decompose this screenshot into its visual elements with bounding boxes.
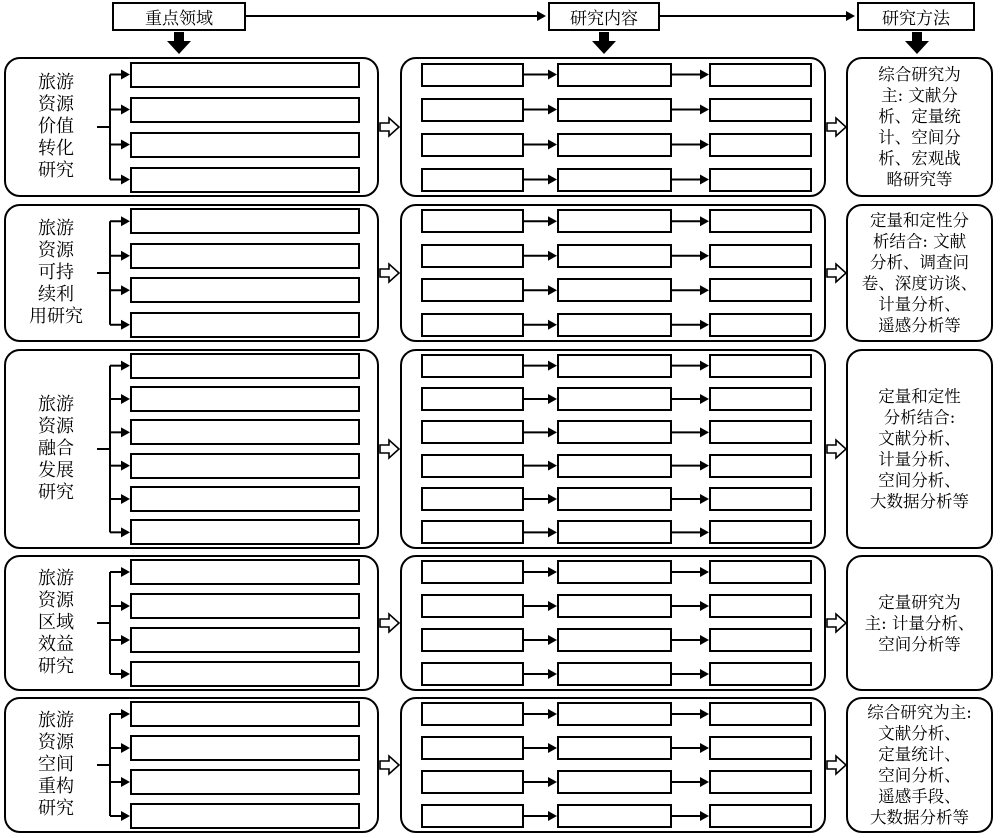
section-4-label-line: 资源: [38, 590, 74, 611]
section-4-label-line: 区域: [38, 612, 74, 633]
method-line: 大数据分析等: [870, 808, 969, 827]
method-line: 略研究等: [886, 170, 953, 189]
method-line: 主: 计量分析、: [864, 613, 975, 633]
section-3-label-line: 旅游: [38, 394, 74, 415]
content-node: [421, 454, 524, 478]
method-text-block: [878, 64, 961, 190]
header-arrow-1-head: [537, 11, 546, 21]
method-line: 大数据分析等: [870, 492, 969, 511]
content-node: [421, 487, 524, 511]
focus-item: [130, 453, 360, 479]
section-3-label-line: 发展: [38, 460, 74, 481]
section-5-label-line: 研究: [38, 798, 74, 819]
content-node: [709, 662, 812, 686]
content-node: [421, 168, 524, 192]
content-node: [709, 628, 812, 652]
method-line: 空间分析、: [878, 471, 961, 490]
content-node: [421, 662, 524, 686]
content-node: [557, 804, 672, 828]
section-4-label: [18, 561, 94, 685]
method-line: 综合研究为主:: [867, 703, 972, 722]
content-node: [557, 662, 672, 686]
section-1-label-line: 资源: [38, 94, 74, 115]
focus-item: [130, 97, 360, 123]
method-line: 计量分析、: [878, 295, 961, 314]
focus-item: [130, 559, 360, 585]
section-5-label: [18, 703, 94, 827]
focus-item: [130, 208, 360, 234]
content-node: [709, 736, 812, 760]
method-line: 空间分析等: [878, 634, 961, 654]
focus-item: [130, 661, 360, 687]
section-4-to-method-arrow: [827, 614, 846, 632]
content-node: [557, 168, 672, 192]
section-3-label-line: 研究: [38, 482, 74, 503]
content-node: [709, 804, 812, 828]
section-3-content-panel: [400, 349, 826, 549]
section-2-label-line: 旅游: [38, 218, 74, 239]
section-3-to-content-arrow: [380, 440, 399, 458]
content-node: [709, 487, 812, 511]
content-node: [709, 387, 812, 411]
section-3-method-text: [850, 353, 989, 545]
header-research-content: 研究内容: [548, 2, 660, 31]
focus-item: [130, 735, 360, 761]
section-2-label-line: 用研究: [29, 306, 83, 327]
section-5-label-line: 重构: [38, 776, 74, 797]
content-node: [557, 420, 672, 444]
section-2-to-content-arrow: [380, 264, 399, 282]
header-research-methods: 研究方法: [857, 2, 975, 31]
section-2-label: [18, 210, 94, 336]
content-node: [557, 770, 672, 794]
content-node: [709, 354, 812, 378]
section-1-label-line: 旅游: [38, 72, 74, 93]
content-node: [421, 244, 524, 268]
content-node: [709, 313, 812, 337]
focus-item: [130, 62, 360, 88]
content-node: [557, 133, 672, 157]
content-node: [421, 736, 524, 760]
section-4-label-line: 效益: [38, 634, 74, 655]
content-node: [421, 133, 524, 157]
section-3-label-text: [38, 394, 74, 504]
focus-item: [130, 386, 360, 412]
method-text-block: [862, 210, 978, 336]
focus-item: [130, 701, 360, 727]
focus-item: [130, 243, 360, 269]
content-node: [421, 520, 524, 544]
method-line: 空间分析、: [878, 766, 961, 785]
focus-item: [130, 627, 360, 653]
method-line: 分析、调查问: [870, 253, 969, 272]
content-node: [709, 594, 812, 618]
content-node: [557, 628, 672, 652]
focus-item: [130, 769, 360, 795]
section-2-label-line: 可持: [38, 262, 74, 283]
content-node: [709, 454, 812, 478]
content-node: [557, 63, 672, 87]
method-line: 析、定量统: [878, 107, 961, 126]
content-node: [421, 420, 524, 444]
section-3-label: [18, 355, 94, 543]
content-node: [421, 209, 524, 233]
section-1-label-line: 研究: [38, 160, 74, 181]
method-text-block: [865, 592, 975, 655]
content-node: [709, 209, 812, 233]
content-node: [421, 313, 524, 337]
focus-item: [130, 353, 360, 379]
section-4-label-text: [38, 568, 74, 678]
content-node: [557, 98, 672, 122]
method-line: 析结合: 文献: [872, 232, 967, 251]
content-node: [421, 63, 524, 87]
content-node: [709, 133, 812, 157]
content-node: [709, 98, 812, 122]
section-1-to-content-arrow: [380, 118, 399, 136]
method-line: 定量和定性: [878, 387, 961, 406]
focus-item: [130, 167, 360, 193]
content-node: [421, 387, 524, 411]
focus-item: [130, 486, 360, 512]
method-line: 析、宏观战: [878, 149, 961, 168]
section-1-label-text: [38, 72, 74, 182]
content-node: [709, 278, 812, 302]
header-down-arrow-3: [905, 32, 929, 54]
section-5-label-line: 旅游: [38, 710, 74, 731]
content-node: [709, 560, 812, 584]
method-line: 文献分析、: [878, 429, 961, 448]
content-node: [421, 628, 524, 652]
focus-item: [130, 593, 360, 619]
content-node: [557, 209, 672, 233]
section-5-to-method-arrow: [827, 756, 846, 774]
method-line: 遥感手段、: [878, 787, 961, 806]
content-node: [421, 770, 524, 794]
content-node: [557, 487, 672, 511]
section-4-label-line: 旅游: [38, 568, 74, 589]
method-line: 主: 文献分: [881, 86, 958, 105]
method-line: 计量分析、: [878, 450, 961, 469]
focus-item: [130, 419, 360, 445]
section-5-label-line: 资源: [38, 732, 74, 753]
focus-item: [130, 132, 360, 158]
content-node: [557, 354, 672, 378]
content-node: [557, 313, 672, 337]
section-4-to-content-arrow: [380, 614, 399, 632]
section-3-to-method-arrow: [827, 440, 846, 458]
section-5-label-line: 空间: [38, 754, 74, 775]
method-line: 遥感分析等: [878, 316, 961, 335]
content-node: [421, 98, 524, 122]
section-2-to-method-arrow: [827, 264, 846, 282]
content-node: [557, 278, 672, 302]
section-3-label-line: 资源: [38, 416, 74, 437]
focus-item: [130, 312, 360, 338]
content-node: [709, 63, 812, 87]
content-node: [557, 387, 672, 411]
section-1-to-method-arrow: [827, 118, 846, 136]
content-node: [557, 454, 672, 478]
section-5-label-text: [38, 710, 74, 820]
section-2-method-text: [850, 208, 989, 338]
header-down-arrow-2: [592, 32, 616, 54]
section-1-method-text: [850, 61, 989, 193]
header-focus-areas: 重点领域: [112, 2, 246, 31]
focus-item: [130, 803, 360, 829]
content-node: [709, 420, 812, 444]
method-line: 分析结合:: [883, 408, 956, 427]
section-1-label-line: 价值: [38, 116, 74, 137]
section-2-label-line: 续利: [38, 284, 74, 305]
section-3-label-line: 融合: [38, 438, 74, 459]
content-node: [557, 736, 672, 760]
method-text-block: [867, 702, 972, 828]
content-node: [557, 702, 672, 726]
section-1-label-line: 转化: [38, 138, 74, 159]
content-node: [709, 244, 812, 268]
content-node: [557, 594, 672, 618]
section-2-label-line: 资源: [38, 240, 74, 261]
section-2-label-text: [29, 218, 83, 328]
method-line: 卷、深度访谈、: [861, 274, 978, 293]
section-4-method-text: [850, 559, 989, 687]
header-arrow-2-head: [846, 11, 855, 21]
content-node: [421, 594, 524, 618]
focus-item: [130, 277, 360, 303]
content-node: [557, 244, 672, 268]
section-5-to-content-arrow: [380, 756, 399, 774]
method-text-block: [870, 386, 969, 512]
content-node: [709, 702, 812, 726]
content-node: [421, 278, 524, 302]
header-down-arrow-1: [167, 32, 191, 54]
method-line: 计、空间分: [878, 128, 961, 147]
content-node: [557, 520, 672, 544]
section-5-method-text: [850, 701, 989, 829]
content-node: [421, 560, 524, 584]
focus-item: [130, 519, 360, 545]
content-node: [709, 520, 812, 544]
method-line: 定量和定性分: [870, 211, 969, 230]
section-1-label: [18, 63, 94, 191]
section-4-label-line: 研究: [38, 656, 74, 677]
content-node: [709, 770, 812, 794]
content-node: [421, 354, 524, 378]
content-node: [421, 804, 524, 828]
method-line: 文献分析、: [878, 724, 961, 743]
method-line: 定量统计、: [878, 745, 961, 764]
method-line: 定量研究为: [878, 592, 961, 612]
method-line: 综合研究为: [878, 65, 961, 84]
content-node: [557, 560, 672, 584]
content-node: [709, 168, 812, 192]
content-node: [421, 702, 524, 726]
